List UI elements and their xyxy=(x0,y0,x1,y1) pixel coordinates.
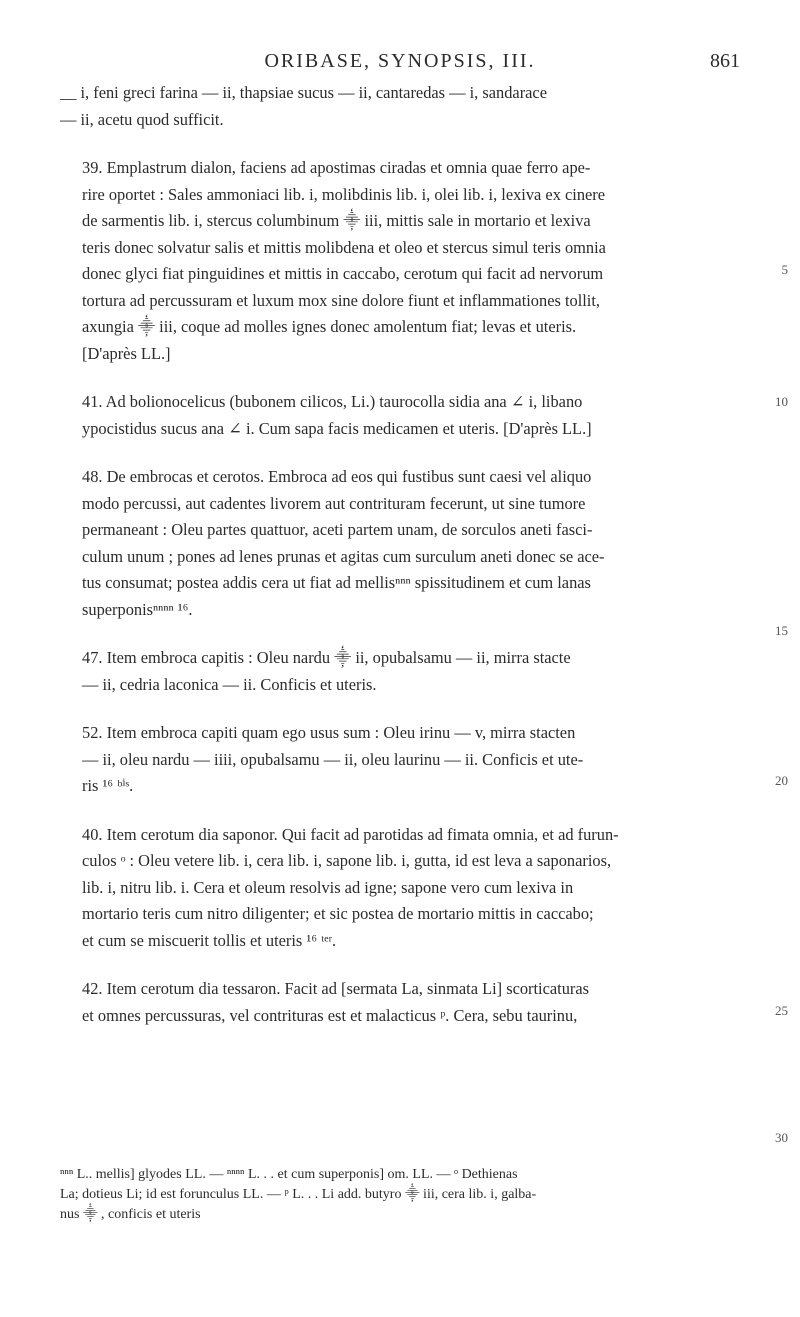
text-line: rire oportet : Sales ammoniaci lib. i, molibdinis lib. i, olei lib. i, lexiva ex cinere xyxy=(82,184,606,204)
text-line: et omnes percussuras, vel contrituras est et malacticus ᵖ. Cera, sebu taurinu, xyxy=(82,1005,578,1025)
footnote-line: nus ⸎ , conficis et uteris xyxy=(60,1207,201,1222)
line-number: 20 xyxy=(775,773,788,788)
paragraph-47 xyxy=(60,645,750,698)
text-line: 52. Item embroca capiti quam ego usus sum : Oleu irinu — v, mirra stacten xyxy=(82,723,576,742)
text-line: — ii, cedria laconica — ii. Conficis et uteris. xyxy=(82,674,377,694)
text-line: — ii, acetu quod sufficit. xyxy=(60,109,224,129)
text-line: __ i, feni greci farina — ii, thapsiae sucus — ii, cantaredas — i, sandarace xyxy=(60,83,547,102)
text-line: mortario teris cum nitro diligenter; et sic postea de mortario mittis in caccabo; xyxy=(82,904,594,923)
line-number: 15 xyxy=(775,623,788,638)
text-line: 47. Item embroca capitis : Oleu nardu ⸎ ii, opubalsamu — ii, mirra stacte xyxy=(82,648,571,667)
text-line: teris donec solvatur salis et mittis molibdena et oleo et stercus simul teris omnia xyxy=(82,237,606,257)
paragraph-48 xyxy=(60,464,750,623)
line-number: 10 xyxy=(775,394,788,409)
text-line: 41. Ad bolionocelicus (bubonem cilicos, Li.) taurocolla sidia ana ∠ i, libano xyxy=(82,392,583,411)
text-line: permaneant : Oleu partes quattuor, aceti partem unam, de sorculos aneti fasci- xyxy=(82,520,593,539)
text-line: ypocistidus sucus ana ∠ i. Cum sapa facis medicamen et uteris. [D'après LL.] xyxy=(82,418,592,438)
text-line: ris ¹⁶ ᵇⁱˢ. xyxy=(82,776,134,795)
paragraph-42 xyxy=(60,976,750,1029)
text-line: — ii, oleu nardu — iiii, opubalsamu — ii, oleu laurinu — ii. Conficis et ute- xyxy=(82,749,584,769)
text-line: tortura ad percussuram et luxum mox sine dolore fiunt et inflammationes tollit, xyxy=(82,290,601,310)
footnotes xyxy=(60,1165,750,1225)
text-line: donec glyci fiat pinguidines et mittis in caccabo, cerotum qui facit ad nervorum xyxy=(82,264,604,283)
paragraph-fragment xyxy=(60,80,750,133)
line-number: 5 xyxy=(781,262,788,277)
line-number: 25 xyxy=(775,1003,788,1018)
running-title: ORIBASE, SYNOPSIS, III. xyxy=(264,50,536,72)
paragraph-52 xyxy=(60,720,750,800)
text-line: de sarmentis lib. i, stercus columbinum ⸎ iii, mittis sale in mortario et lexiva xyxy=(82,211,591,230)
footnote-line: ⁿⁿⁿ L.. mellis] glyodes LL. — ⁿⁿⁿⁿ L. . . et cum superponis] om. LL. — ᵒ Dethienas xyxy=(60,1167,518,1182)
text-line: [D'après LL.] xyxy=(82,343,171,363)
text-line: lib. i, nitru lib. i. Cera et oleum resolvis ad igne; sapone vero cum lexiva in xyxy=(82,877,574,897)
paragraph-39 xyxy=(60,155,750,367)
text-line: 48. De embrocas et cerotos. Embroca ad eos qui fustibus sunt caesi vel aliquo xyxy=(82,467,592,486)
page-header xyxy=(0,48,800,78)
text-line: 39. Emplastrum dialon, faciens ad apostimas ciradas et omnia quae ferro ape- xyxy=(82,158,591,177)
text-line: modo percussi, aut cadentes livorem aut contrituram fecerunt, ut sine tumore xyxy=(82,493,586,513)
text-line: superponisⁿⁿⁿⁿ ¹⁶. xyxy=(82,599,193,619)
page-number: 861 xyxy=(710,50,740,72)
paragraph-41 xyxy=(60,389,750,442)
text-line: axungia ⸎ iii, coque ad molles ignes donec amolentum fiat; levas et uteris. xyxy=(82,317,577,336)
main-text xyxy=(60,80,750,1051)
text-line: et cum se miscuerit tollis et uteris ¹⁶ ᵗᵉʳ. xyxy=(82,930,337,950)
line-number: 30 xyxy=(775,1130,788,1145)
text-line: tus consumat; postea addis cera ut fiat ad mellisⁿⁿⁿ spissitudinem et cum lanas xyxy=(82,573,591,592)
paragraph-40 xyxy=(60,822,750,955)
footnote-line: La; dotieus Li; id est forunculus LL. — ᵖ L. . . Li add. butyro ⸎ iii, cera lib. i, galba- xyxy=(60,1187,537,1202)
text-line: culos ᵒ : Oleu vetere lib. i, cera lib. i, sapone lib. i, gutta, id est leva a saponarios, xyxy=(82,851,612,870)
text-line: 42. Item cerotum dia tessaron. Facit ad [sermata La, sinmata Li] scorticaturas xyxy=(82,979,590,998)
text-line: 40. Item cerotum dia saponor. Qui facit ad parotidas ad fimata omnia, et ad furun- xyxy=(82,824,619,844)
text-line: culum unum ; pones ad lenes prunas et agitas cum surculum aneti donec se ace- xyxy=(82,546,605,566)
